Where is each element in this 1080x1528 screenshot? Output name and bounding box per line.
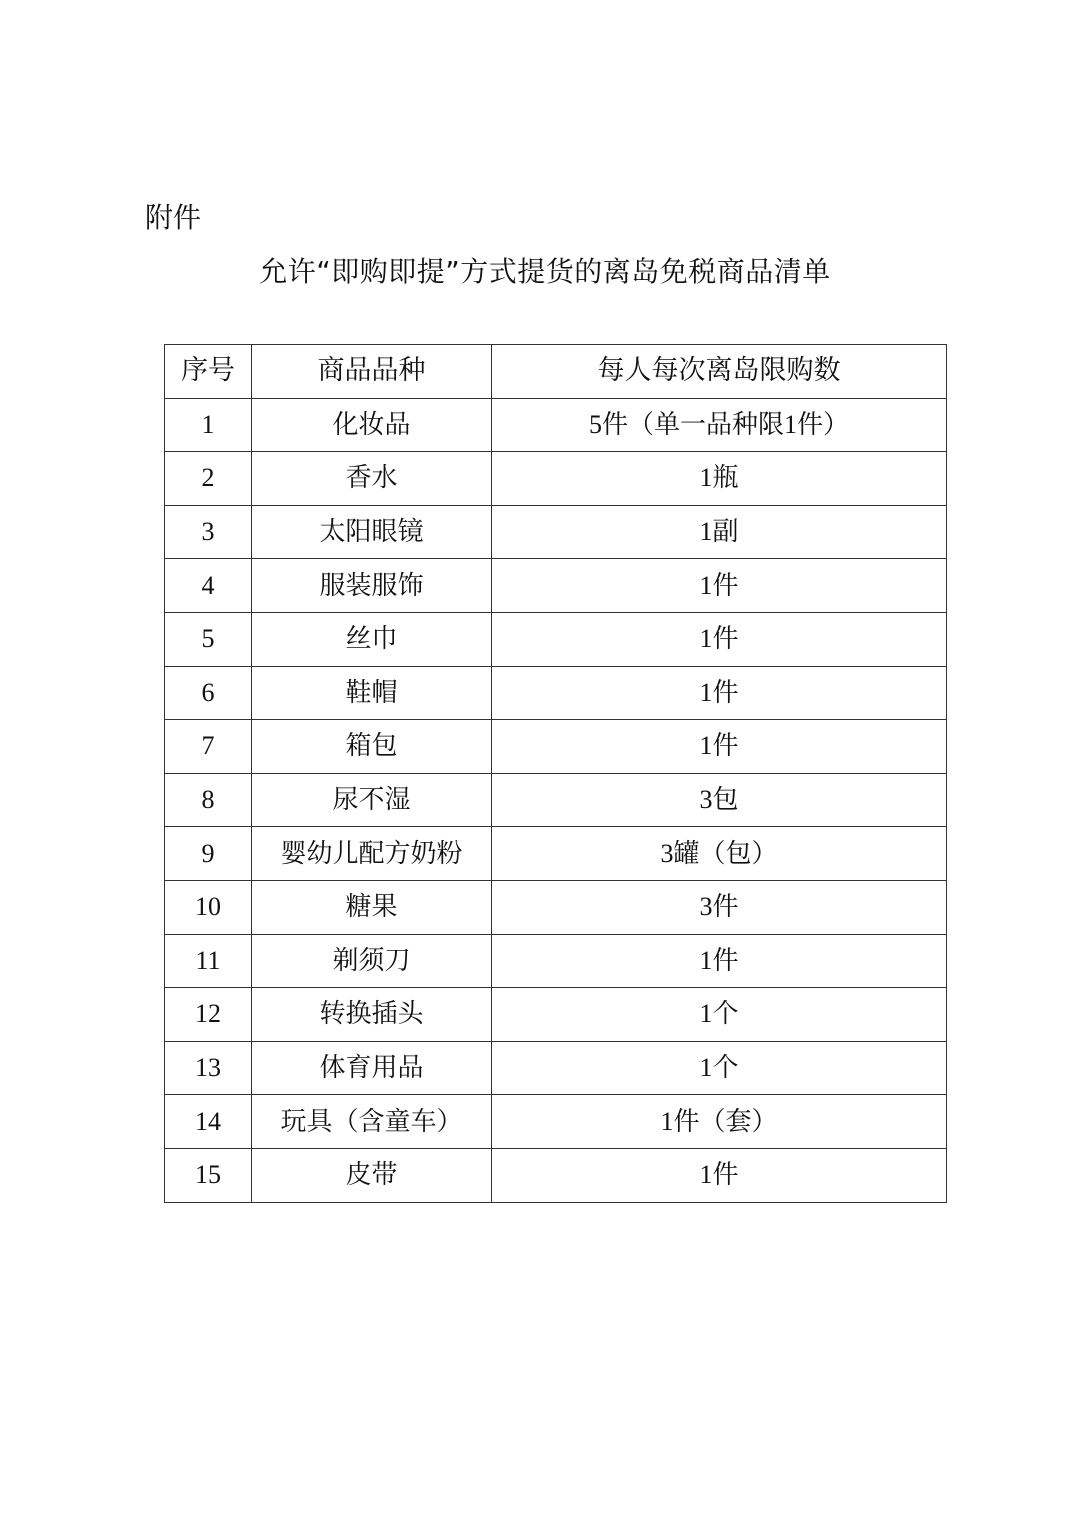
row-seq: 6 [165, 666, 252, 720]
row-purchase-limit: 1件 [492, 934, 947, 988]
duty-free-goods-table [164, 344, 947, 1203]
table-body [165, 398, 947, 1202]
table-row [165, 398, 947, 452]
table-row [165, 1095, 947, 1149]
row-purchase-limit: 1瓶 [492, 452, 947, 506]
row-seq: 2 [165, 452, 252, 506]
row-purchase-limit: 1件 [492, 720, 947, 774]
table-row [165, 452, 947, 506]
table-row [165, 773, 947, 827]
row-goods-name: 香水 [252, 452, 492, 506]
row-seq: 7 [165, 720, 252, 774]
row-seq: 13 [165, 1041, 252, 1095]
table-row [165, 505, 947, 559]
row-seq: 10 [165, 880, 252, 934]
row-seq: 11 [165, 934, 252, 988]
row-seq: 3 [165, 505, 252, 559]
table-row [165, 934, 947, 988]
row-purchase-limit: 3件 [492, 880, 947, 934]
row-goods-name: 婴幼儿配方奶粉 [252, 827, 492, 881]
row-seq: 1 [165, 398, 252, 452]
row-seq: 4 [165, 559, 252, 613]
table-row [165, 720, 947, 774]
row-purchase-limit: 1件 [492, 666, 947, 720]
table-header [165, 345, 947, 399]
row-goods-name: 箱包 [252, 720, 492, 774]
row-purchase-limit: 1副 [492, 505, 947, 559]
table-row [165, 827, 947, 881]
row-seq: 12 [165, 988, 252, 1042]
row-purchase-limit: 3罐（包） [492, 827, 947, 881]
header-purchase-limit: 每人每次离岛限购数 [492, 345, 947, 399]
row-purchase-limit: 1件 [492, 1148, 947, 1202]
row-purchase-limit: 1个 [492, 1041, 947, 1095]
row-goods-name: 转换插头 [252, 988, 492, 1042]
row-purchase-limit: 5件（单一品种限1件） [492, 398, 947, 452]
header-goods-type: 商品品种 [252, 345, 492, 399]
row-purchase-limit: 1件（套） [492, 1095, 947, 1149]
row-goods-name: 化妆品 [252, 398, 492, 452]
attachment-label: 附件 [145, 201, 202, 234]
header-seq: 序号 [165, 345, 252, 399]
row-goods-name: 玩具（含童车） [252, 1095, 492, 1149]
row-purchase-limit: 1个 [492, 988, 947, 1042]
row-purchase-limit: 1件 [492, 559, 947, 613]
table-header-row [165, 345, 947, 399]
table-row [165, 559, 947, 613]
row-goods-name: 丝巾 [252, 612, 492, 666]
table-row [165, 880, 947, 934]
row-seq: 5 [165, 612, 252, 666]
row-goods-name: 太阳眼镜 [252, 505, 492, 559]
row-goods-name: 糖果 [252, 880, 492, 934]
row-goods-name: 服装服饰 [252, 559, 492, 613]
row-seq: 9 [165, 827, 252, 881]
row-seq: 8 [165, 773, 252, 827]
table-row [165, 988, 947, 1042]
row-seq: 14 [165, 1095, 252, 1149]
row-goods-name: 皮带 [252, 1148, 492, 1202]
row-goods-name: 体育用品 [252, 1041, 492, 1095]
row-goods-name: 剃须刀 [252, 934, 492, 988]
row-purchase-limit: 3包 [492, 773, 947, 827]
table-row [165, 666, 947, 720]
row-seq: 15 [165, 1148, 252, 1202]
row-goods-name: 尿不湿 [252, 773, 492, 827]
row-purchase-limit: 1件 [492, 612, 947, 666]
table-row [165, 1041, 947, 1095]
document-title: 允许“即购即提”方式提货的离岛免税商品清单 [259, 255, 831, 288]
table-row [165, 1148, 947, 1202]
row-goods-name: 鞋帽 [252, 666, 492, 720]
table-row [165, 612, 947, 666]
